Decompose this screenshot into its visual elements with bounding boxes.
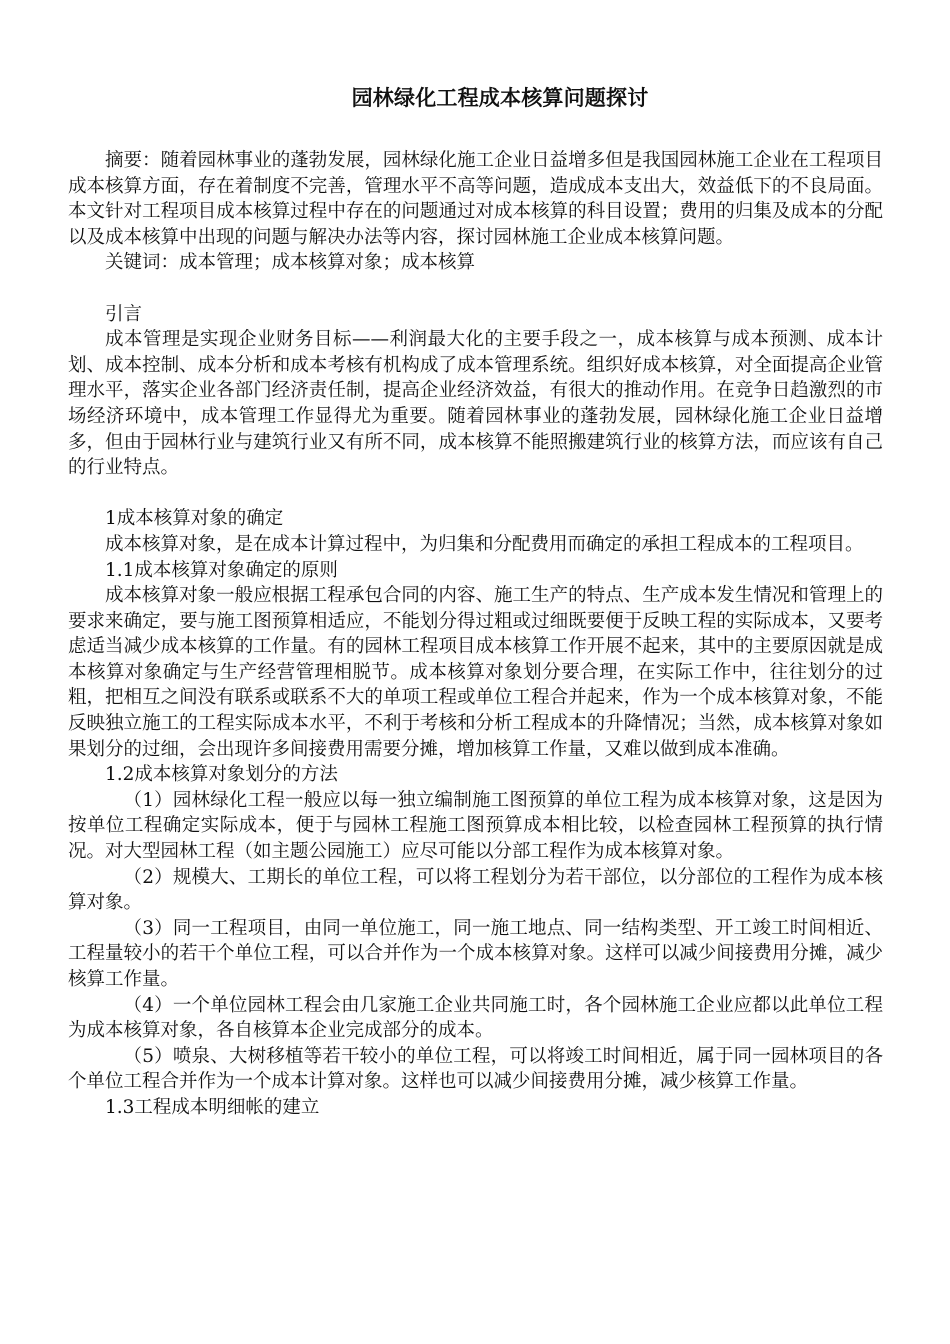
- section-1-paragraph: 成本核算对象，是在成本计算过程中，为归集和分配费用而确定的承担工程成本的工程项目。: [105, 533, 864, 555]
- section-1-1-paragraph: 成本核算对象一般应根据工程承包合同的内容、施工生产的特点、生产成本发生情况和管理上的要求来确定，要与施工图预算相适应，不能划分得过粗或过细既要便于反映工程的实际成本，又要考虑适当减少成本核算的工作量。有的园林工程项目成本核算工作开展不起来，其中的主要原因就是成本核算对象确定与生产经营管理相脱节。成本核算对象划分要合理，在实际工作中，往往划分的过粗，把相互之间没有联系或联系不大的单项工程或单位工程合并起来，作为一个成本核算对象，不能反映独立施工的工程实际成本水平，不利于考核和分析工程成本的升降情况；当然，成本核算对象如果划分的过细，会出现许多间接费用需要分摊，增加核算工作量，又难以做到成本准确。: [68, 585, 883, 760]
- list-item-4: （4）一个单位园林工程会由几家施工企业共同施工时，各个园林施工企业应都以此单位工程为成本核算对象，各自核算本企业完成部分的成本。: [68, 994, 883, 1042]
- list-item-2: （2）规模大、工期长的单位工程，可以将工程划分为若干部位，以分部位的工程作为成本核算对象。: [68, 866, 883, 914]
- abstract-paragraph: 摘要：随着园林事业的蓬勃发展，园林绿化施工企业日益增多但是我国园林施工企业在工程项目成本核算方面，存在着制度不完善，管理水平不高等问题，造成成本支出大，效益低下的不良局面。本文针对工程项目成本核算过程中存在的问题通过对成本核算的科目设置；费用的归集及成本的分配以及成本核算中出现的问题与解决办法等内容，探讨园林施工企业成本核算问题。: [68, 150, 883, 248]
- list-item-3: （3）同一工程项目，由同一单位施工，同一施工地点、同一结构类型、开工竣工时间相近、工程量较小的若干个单位工程，可以合并作为一个成本核算对象。这样可以减少间接费用分摊，减少核算工作量。: [68, 917, 883, 990]
- keywords-line: 关键词：成本管理；成本核算对象；成本核算: [105, 252, 476, 274]
- blank-line: [68, 276, 883, 302]
- section-heading-1: 1成本核算对象的确定: [105, 508, 284, 530]
- section-heading-1-1: 1.1成本核算对象确定的原则: [105, 559, 338, 581]
- section-heading-1-2: 1.2成本核算对象划分的方法: [105, 764, 338, 786]
- list-item-5: （5）喷泉、大树移植等若干较小的单位工程，可以将竣工时间相近，属于同一园林项目的各个单位工程合并作为一个成本计算对象。这样也可以减少间接费用分摊，减少核算工作量。: [68, 1045, 883, 1093]
- blank-line: [68, 481, 883, 507]
- section-heading-1-3: 1.3工程成本明细帐的建立: [105, 1096, 320, 1118]
- document-title: 园林绿化工程成本核算问题探讨: [351, 86, 649, 110]
- list-item-1: （1）园林绿化工程一般应以每一独立编制施工图预算的单位工程为成本核算对象，这是因为按单位工程确定实际成本，便于与园林工程施工图预算成本相比较，以检查园林工程预算的执行情况。对大型园林工程（如主题公园施工）应尽可能以分部工程作为成本核算对象。: [68, 789, 883, 863]
- document-body: [68, 148, 883, 1121]
- introduction-paragraph: 成本管理是实现企业财务目标——利润最大化的主要手段之一，成本核算与成本预测、成本计划、成本控制、成本分析和成本考核有机构成了成本管理系统。组织好成本核算，对全面提高企业管理水平，落实企业各部门经济责任制，提高企业经济效益，有很大的推动作用。在竞争日趋激烈的市场经济环境中，成本管理工作显得尤为重要。随着园林事业的蓬勃发展，园林绿化施工企业日益增多，但由于园林行业与建筑行业又有所不同，成本核算不能照搬建筑行业的核算方法，而应该有自己的行业特点。: [68, 329, 883, 479]
- section-heading-introduction: 引言: [105, 303, 143, 325]
